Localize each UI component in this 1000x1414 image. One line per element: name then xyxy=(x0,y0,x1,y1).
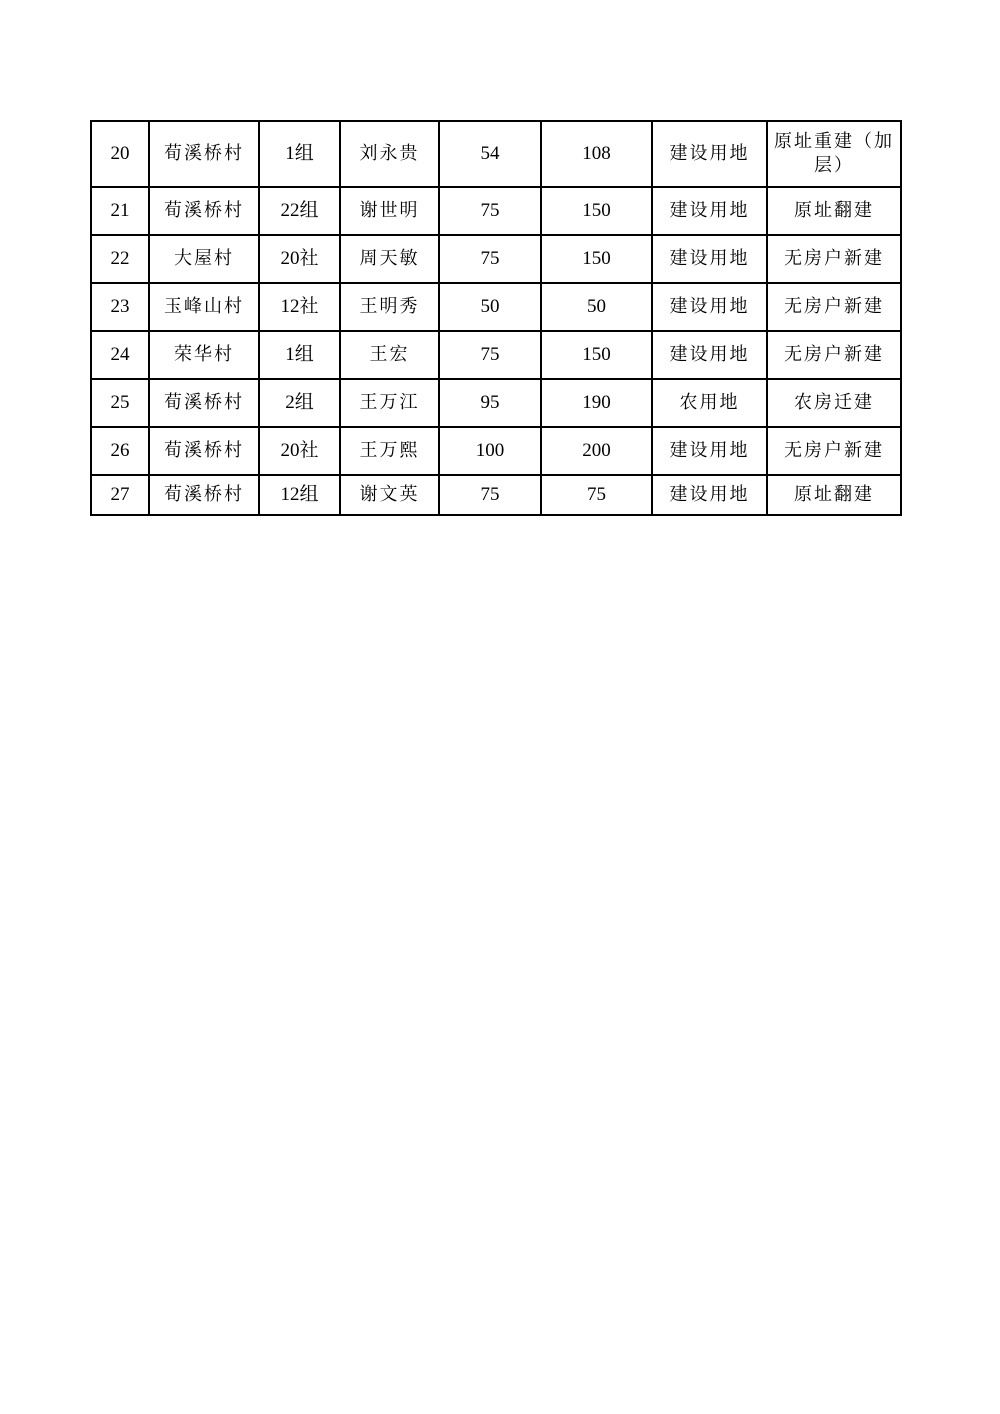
village-cell: 玉峰山村 xyxy=(149,283,259,331)
area-cell: 54 xyxy=(439,121,541,187)
row-number-cell: 27 xyxy=(91,475,149,515)
table-row xyxy=(91,235,901,283)
land-type-cell: 建设用地 xyxy=(652,121,767,187)
area-cell: 75 xyxy=(439,187,541,235)
group-cell: 12社 xyxy=(259,283,340,331)
building-area-cell: 150 xyxy=(541,235,652,283)
build-type-cell: 原址翻建 xyxy=(767,475,901,515)
village-cell: 荀溪桥村 xyxy=(149,187,259,235)
householder-name-cell: 谢世明 xyxy=(340,187,439,235)
land-type-cell: 建设用地 xyxy=(652,187,767,235)
area-cell: 95 xyxy=(439,379,541,427)
group-cell: 20社 xyxy=(259,235,340,283)
building-area-cell: 150 xyxy=(541,187,652,235)
village-cell: 荀溪桥村 xyxy=(149,121,259,187)
building-area-cell: 75 xyxy=(541,475,652,515)
row-number-cell: 25 xyxy=(91,379,149,427)
building-area-cell: 50 xyxy=(541,283,652,331)
group-cell: 1组 xyxy=(259,121,340,187)
group-cell: 12组 xyxy=(259,475,340,515)
householder-name-cell: 王万熙 xyxy=(340,427,439,475)
table-row xyxy=(91,379,901,427)
householder-name-cell: 王万江 xyxy=(340,379,439,427)
build-type-cell: 无房户新建 xyxy=(767,235,901,283)
housing-table xyxy=(90,120,902,516)
build-type-cell: 农房迁建 xyxy=(767,379,901,427)
area-cell: 50 xyxy=(439,283,541,331)
row-number-cell: 21 xyxy=(91,187,149,235)
table-row xyxy=(91,187,901,235)
area-cell: 100 xyxy=(439,427,541,475)
row-number-cell: 22 xyxy=(91,235,149,283)
row-number-cell: 20 xyxy=(91,121,149,187)
table-row xyxy=(91,475,901,515)
land-type-cell: 建设用地 xyxy=(652,475,767,515)
build-type-cell: 无房户新建 xyxy=(767,331,901,379)
land-type-cell: 建设用地 xyxy=(652,427,767,475)
householder-name-cell: 周天敏 xyxy=(340,235,439,283)
table-body xyxy=(91,121,901,515)
area-cell: 75 xyxy=(439,235,541,283)
table-row xyxy=(91,427,901,475)
row-number-cell: 23 xyxy=(91,283,149,331)
table-row xyxy=(91,331,901,379)
group-cell: 1组 xyxy=(259,331,340,379)
build-type-cell: 原址重建（加层） xyxy=(767,121,901,187)
build-type-cell: 原址翻建 xyxy=(767,187,901,235)
land-type-cell: 农用地 xyxy=(652,379,767,427)
building-area-cell: 200 xyxy=(541,427,652,475)
village-cell: 荣华村 xyxy=(149,331,259,379)
village-cell: 荀溪桥村 xyxy=(149,379,259,427)
group-cell: 20社 xyxy=(259,427,340,475)
householder-name-cell: 谢文英 xyxy=(340,475,439,515)
village-cell: 荀溪桥村 xyxy=(149,427,259,475)
building-area-cell: 190 xyxy=(541,379,652,427)
area-cell: 75 xyxy=(439,475,541,515)
row-number-cell: 26 xyxy=(91,427,149,475)
table-row xyxy=(91,121,901,187)
householder-name-cell: 刘永贵 xyxy=(340,121,439,187)
build-type-cell: 无房户新建 xyxy=(767,427,901,475)
row-number-cell: 24 xyxy=(91,331,149,379)
householder-name-cell: 王明秀 xyxy=(340,283,439,331)
land-type-cell: 建设用地 xyxy=(652,283,767,331)
building-area-cell: 108 xyxy=(541,121,652,187)
build-type-cell: 无房户新建 xyxy=(767,283,901,331)
building-area-cell: 150 xyxy=(541,331,652,379)
land-type-cell: 建设用地 xyxy=(652,331,767,379)
area-cell: 75 xyxy=(439,331,541,379)
householder-name-cell: 王宏 xyxy=(340,331,439,379)
group-cell: 2组 xyxy=(259,379,340,427)
group-cell: 22组 xyxy=(259,187,340,235)
land-type-cell: 建设用地 xyxy=(652,235,767,283)
village-cell: 大屋村 xyxy=(149,235,259,283)
table-row xyxy=(91,283,901,331)
village-cell: 荀溪桥村 xyxy=(149,475,259,515)
